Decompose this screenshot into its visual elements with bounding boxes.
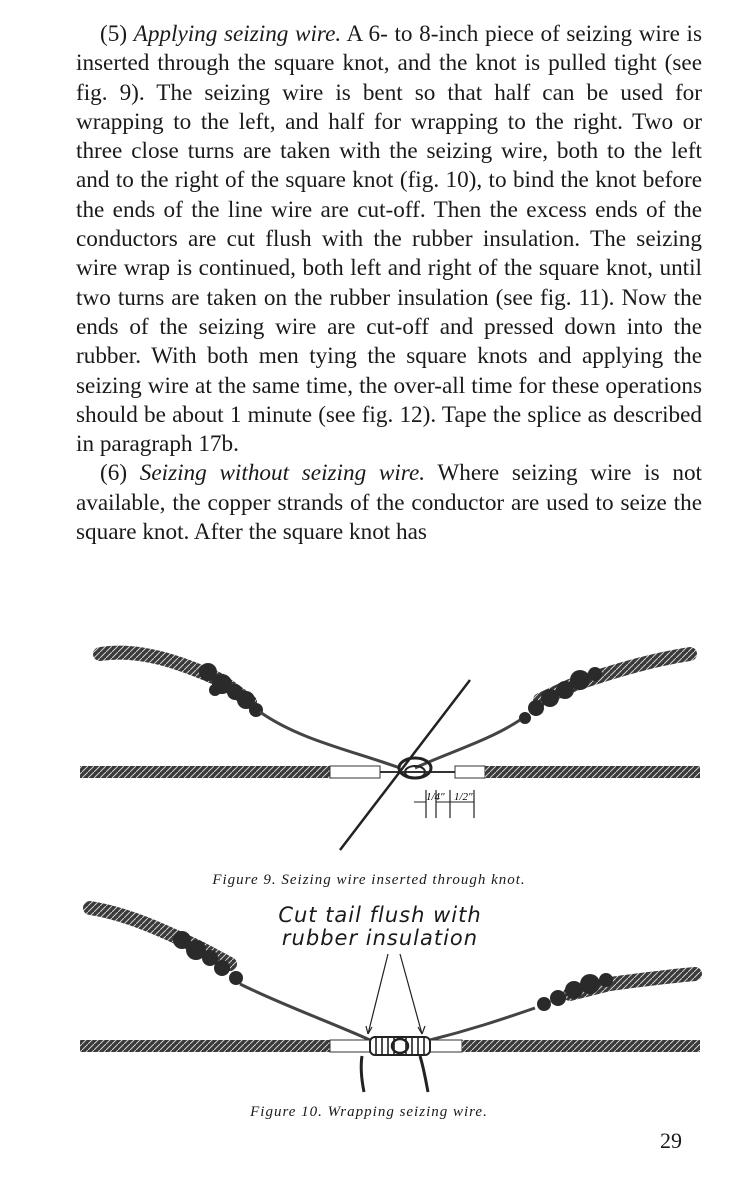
dimension-quarter-inch: 1/4"	[426, 791, 445, 803]
figure-10-caption: Figure 10. Wrapping seizing wire.	[250, 1104, 488, 1120]
callout-line-1: Cut tail flush with	[278, 903, 482, 927]
paragraph-6	[76, 459, 702, 547]
callout-line-2: rubber insulation	[281, 926, 479, 950]
paragraph-6-number: (6)	[100, 460, 128, 487]
dimension-half-inch: 1/2"	[454, 791, 473, 803]
paragraph-5-number: (5)	[100, 21, 128, 47]
figure-9-illustration	[70, 640, 710, 868]
figure-10-callout	[250, 904, 510, 950]
body-text	[76, 20, 702, 547]
paragraph-5-text: A 6- to 8-inch piece of seizing wire is inserted through the square knot, and the knot is pulled tight (see fig. 9). The seizing wire is bent so that half can be used for wrapping to the left, and half for wrapping to the right. Two or three close turns are taken with the seizing wire, both to the left and to the right of the square knot (fig. 10), to bind the knot before the ends of the line wire are cut-off. Then the excess ends of the conductors are cut flush with the rubber insulation. The seizing wire wrap is continued, both left and right of the square knot, until two turns are taken on the rubber insulation (see fig. 11). Now the ends of the seizing wire are cut-off and pressed down into the rubber. With both men tying the square knots and applying the seizing wire at the same time, the over-all time for these operations should be about 1 minute (see fig. 12). Tape the splice as described in paragraph 17b.	[76, 21, 702, 458]
paragraph-6-heading: Seizing without seizing wire.	[139, 460, 426, 487]
paragraph-5	[76, 20, 702, 459]
page-number: 29	[660, 1128, 682, 1153]
paragraph-6-text: Where seizing wire is not available, the copper strands of the conductor are used to seize the square knot. After the square knot has	[76, 460, 702, 546]
paragraph-5-heading: Applying seizing wire.	[133, 21, 342, 47]
figure-9-caption: Figure 9. Seizing wire inserted through knot.	[212, 872, 526, 888]
